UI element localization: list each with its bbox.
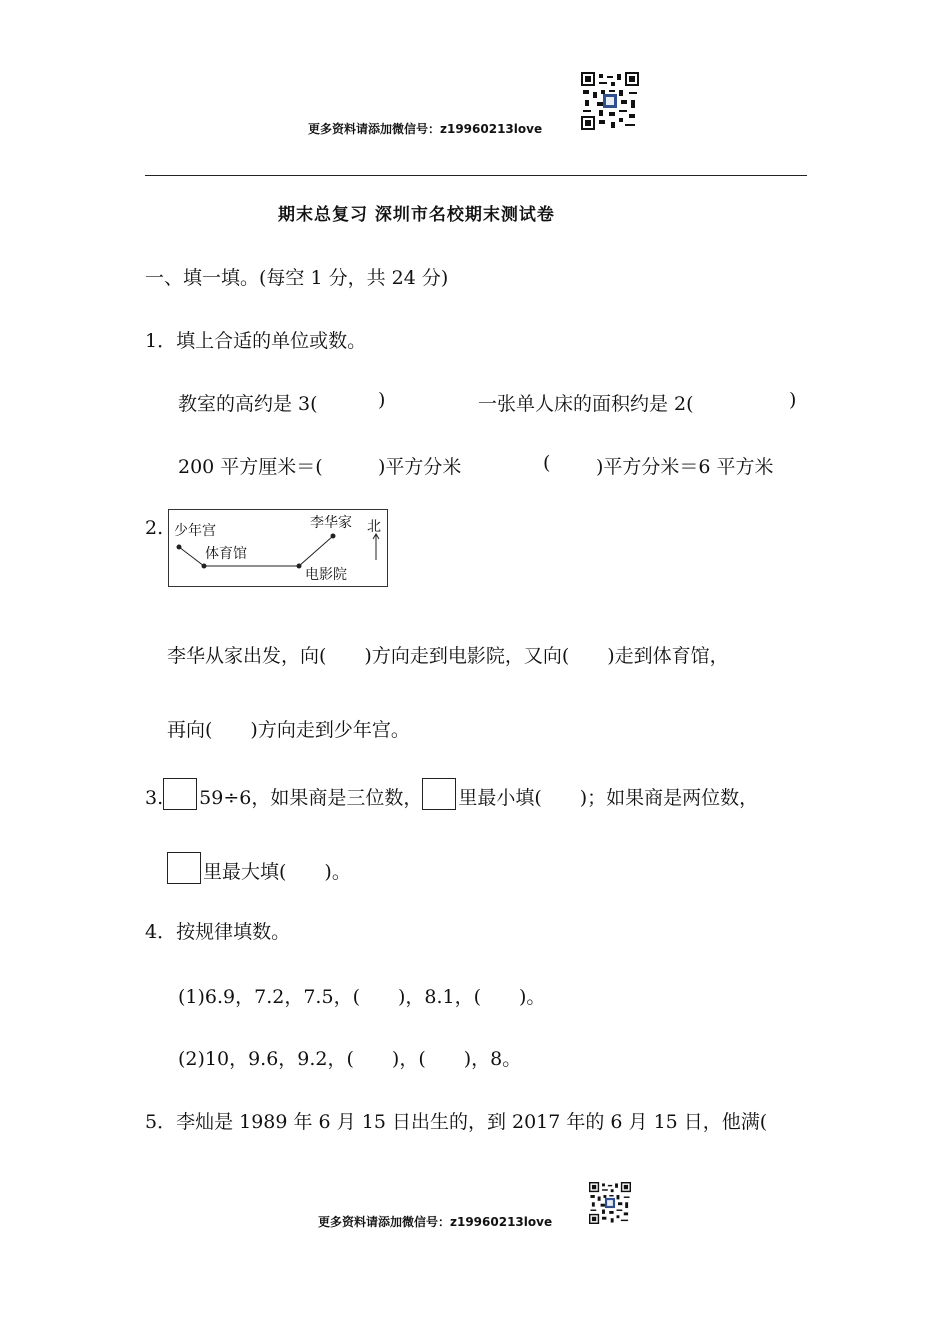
q3-digit-box-3 (167, 852, 201, 884)
map-label-gym: 体育馆 (205, 546, 247, 562)
cinema-point (297, 564, 302, 569)
q1-b-right-open: ( (543, 452, 551, 474)
q1-a-left: 教室的高约是 3( (178, 393, 318, 415)
q3-part3: 里最大填( )。 (203, 861, 351, 883)
map-label-cinema: 电影院 (305, 567, 347, 583)
q3-line2 (167, 852, 351, 884)
q3-digit-box-2 (422, 778, 456, 810)
header-contact-note: 更多资料请添加微信号：z19960213love (308, 122, 543, 136)
gym-point (202, 564, 207, 569)
header-qr-code-icon (581, 72, 639, 130)
q4-sequence-2: (2)10，9.6，9.2，( )，( )，8。 (178, 1048, 522, 1070)
q2-line1: 李华从家出发，向( )方向走到电影院，又向( )走到体育馆， (167, 645, 729, 667)
page-title: 期末总复习 深圳市名校期末测试卷 (278, 205, 555, 225)
q1-b-left-close: )平方分米 (378, 456, 462, 478)
youth-palace-point (177, 545, 182, 550)
q3-part2: 里最小填( )；如果商是两位数， (458, 787, 759, 809)
q1-b-left: 200 平方厘米＝( (178, 456, 323, 478)
q1-a-left-close: ) (378, 389, 386, 411)
map-label-youth-palace: 少年宫 (174, 523, 216, 539)
q1-b-right: )平方分米＝6 平方米 (596, 456, 774, 478)
route-map (168, 509, 388, 587)
section-heading: 一、填一填。(每空 1 分，共 24 分) (145, 267, 449, 289)
home-point (331, 534, 336, 539)
q1-a-right-close: ) (789, 389, 797, 411)
q3-line1 (145, 778, 758, 810)
q1-a-right: 一张单人床的面积约是 2( (478, 393, 694, 415)
footer-contact-note: 更多资料请添加微信号：z19960213love (318, 1215, 553, 1229)
q5-stem: 5．李灿是 1989 年 6 月 15 日出生的，到 2017 年的 6 月 15 日，他满( (145, 1111, 768, 1133)
q4-sequence-1: (1)6.9，7.2，7.5，( )，8.1，( )。 (178, 986, 546, 1008)
q2-line2: 再向( )方向走到少年宫。 (167, 719, 410, 741)
q3-part1: 59÷6，如果商是三位数， (199, 787, 423, 809)
map-label-north: 北 (367, 519, 381, 535)
q1-stem: 1．填上合适的单位或数。 (145, 330, 367, 352)
map-label-home: 李华家 (310, 515, 352, 531)
q4-stem: 4．按规律填数。 (145, 921, 291, 943)
q3-digit-box (163, 778, 197, 810)
q2-number: 2. (145, 517, 164, 539)
footer-qr-code-icon (589, 1182, 631, 1224)
header-divider (145, 175, 807, 176)
q3-number: 3. (145, 787, 164, 809)
